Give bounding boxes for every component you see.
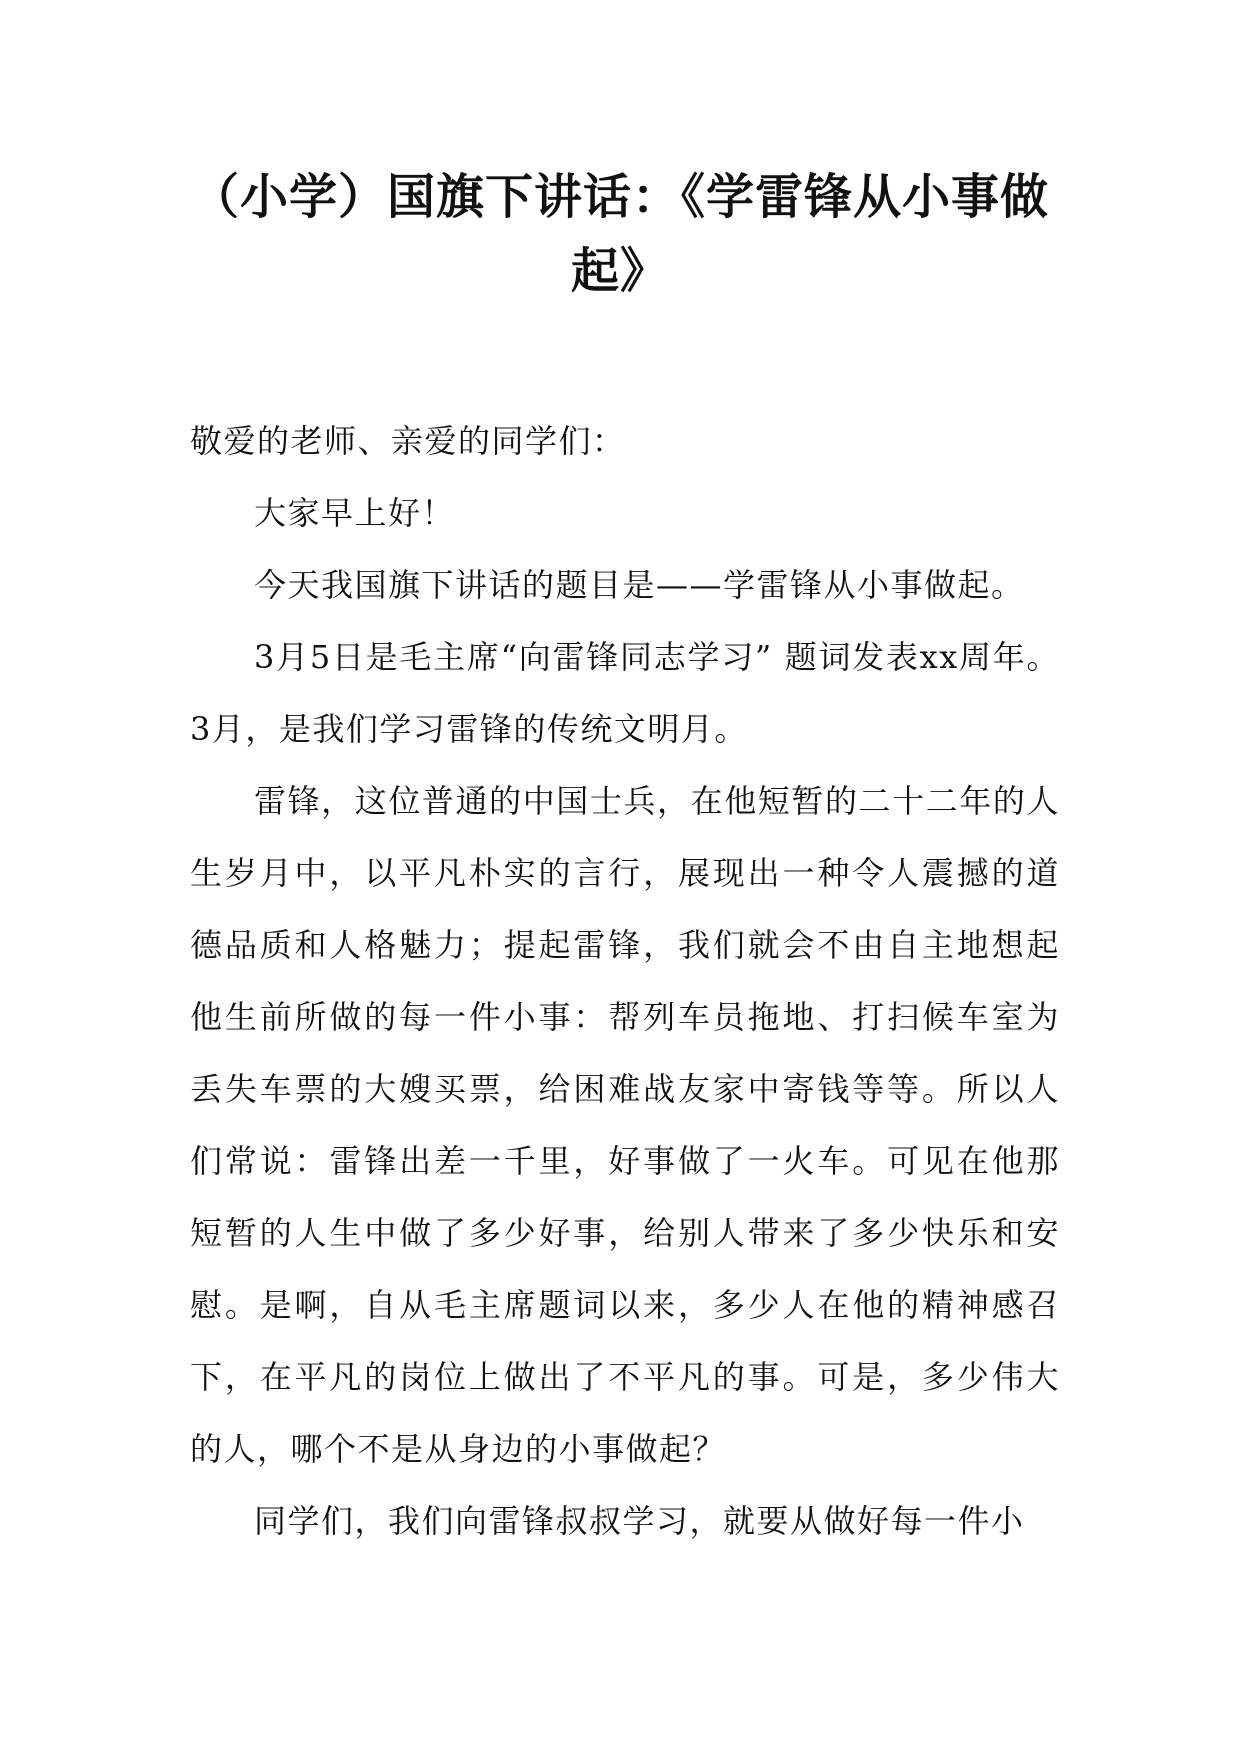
paragraph-leifeng: 雷锋，这位普通的中国士兵，在他短暂的二十二年的人生岁月中，以平凡朴实的言行，展现出一种令人震撼的道德品质和人格魅力；提起雷锋，我们就会不由自主地想起他生前所做的每一件小事：帮列车员拖地、打扫候车室为丢失车票的大嫂买票，给困难战友家中寄钱等等。所以人们常说：雷锋出差一千里，好事做了一火车。可见在他那短暂的人生中做了多少好事，给别人带来了多少快乐和安慰。是啊，自从毛主席题词以来，多少人在他的精神感召下，在平凡的岗位上做出了不平凡的事。可是，多少伟大的人，哪个不是从身边的小事做起？ [190, 782, 1060, 1468]
title-line-1: （小学）国旗下讲话：《学雷锋从小事做 [190, 169, 1049, 225]
title-line-2: 起》 [570, 243, 669, 299]
paragraph-topic: 今天我国旗下讲话的题目是——学雷锋从小事做起。 [254, 566, 1025, 604]
paragraph-greeting: 大家早上好！ [254, 494, 456, 532]
salutation: 敬爱的老师、亲爱的同学们： [190, 422, 626, 460]
document-body [190, 405, 1060, 1557]
paragraph-students: 同学们，我们向雷锋叔叔学习，就要从做好每一件小 [254, 1502, 1025, 1540]
paragraph-date: 3月5日是毛主席“向雷锋同志学习” 题词发表xx周年。3月，是我们学习雷锋的传统文明月。 [190, 638, 1060, 748]
document-title [150, 160, 1090, 308]
